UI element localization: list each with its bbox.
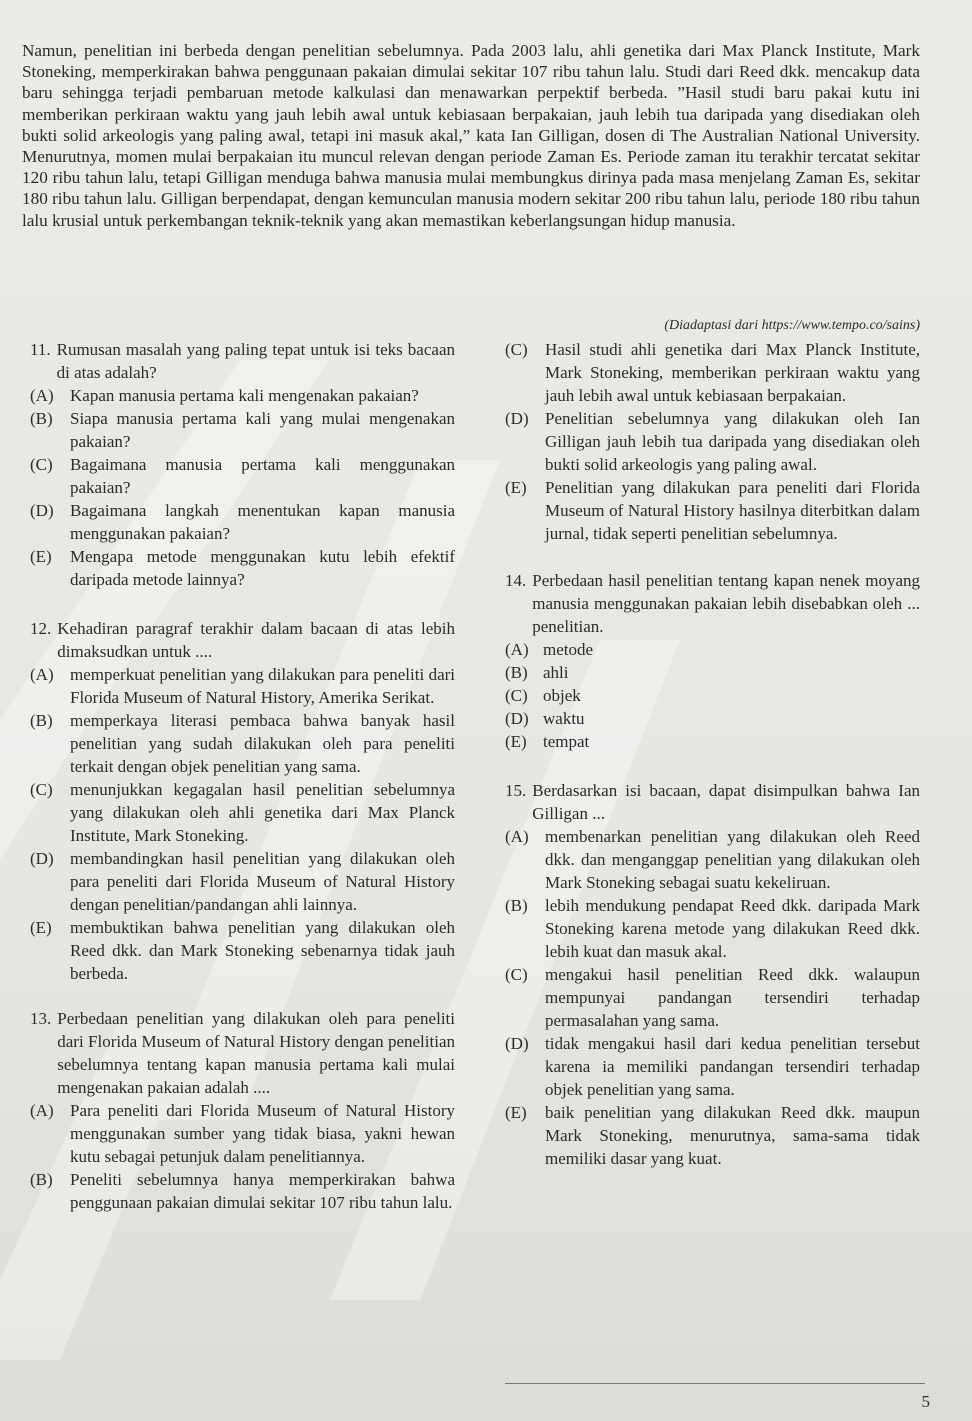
option-b[interactable]: (B) ahli [505,663,569,682]
question-13-continued-options [505,338,920,545]
question-text: Perbedaan hasil penelitian tentang kapan nenek moyang manusia menggunakan pakaian lebih disebabkan oleh ... penelitian. [532,571,920,636]
option-a[interactable]: (A) metode [505,640,594,659]
question-text: Rumusan masalah yang paling tepat untuk isi teks bacaan di atas adalah? [56,340,455,382]
option-d[interactable]: (D) tidak mengakui hasil dari kedua penelitian tersebut karena ia memiliki pandangan tersendiri terhadap objek penelitian yang sama. [505,1034,920,1099]
question-text: Berdasarkan isi bacaan, dapat disimpulkan bahwa Ian Gilligan ... [532,781,920,823]
question-12 [30,617,455,985]
option-a[interactable]: (A) Para peneliti dari Florida Museum of Natural History menggunakan sumber yang tidak biasa, yakni hewan kutu sebagai petunjuk dalam penelitiannya. [30,1101,455,1166]
question-text: Perbedaan penelitian yang dilakukan oleh para peneliti dari Florida Museum of Natural History dengan penelitian sebelumnya tentang kapan manusia pertama kali mulai mengenakan pakaian adalah .... [57,1009,455,1097]
option-b[interactable]: (B) Peneliti sebelumnya hanya memperkirakan bahwa penggunaan pakaian dimulai sekitar 107 ribu tahun lalu. [30,1170,455,1212]
option-a[interactable]: (A) membenarkan penelitian yang dilakukan oleh Reed dkk. dan menganggap penelitian yang dilakukan oleh Mark Stoneking sebagai suatu kekeliruan. [505,827,920,892]
question-text: Kehadiran paragraf terakhir dalam bacaan di atas lebih dimaksudkan untuk .... [57,619,455,661]
option-c[interactable]: (C) Hasil studi ahli genetika dari Max Planck Institute, Mark Stoneking, memberikan perkiraan waktu yang jauh lebih awal untuk kebiasaan berpakaian. [505,340,920,405]
source-citation: (Diadaptasi dari https://www.tempo.co/sains) [664,318,920,333]
question-number: 12. [30,619,52,638]
option-d[interactable]: (D) membandingkan hasil penelitian yang dilakukan oleh para peneliti dari Florida Museum of Natural History dengan penelitian/pandangan ahli lainnya. [30,849,455,914]
option-a[interactable]: (A) Kapan manusia pertama kali mengenakan pakaian? [30,386,419,405]
question-13 [30,1007,455,1214]
question-number: 13. [30,1009,52,1028]
option-a[interactable]: (A) memperkuat penelitian yang dilakukan para peneliti dari Florida Museum of Natural History, Amerika Serikat. [30,665,455,707]
option-c[interactable]: (C) Bagaimana manusia pertama kali menggunakan pakaian? [30,455,455,497]
option-b[interactable]: (B) memperkaya literasi pembaca bahwa banyak hasil penelitian yang sudah dilakukan oleh para peneliti terkait dengan objek penelitian yang sama. [30,711,455,776]
reading-passage [22,40,920,231]
option-e[interactable]: (E) Mengapa metode menggunakan kutu lebih efektif daripada metode lainnya? [30,547,455,589]
intro-paragraph: Namun, penelitian ini berbeda dengan penelitian sebelumnya. Pada 2003 lalu, ahli genetika dari Max Planck Institute, Mark Stoneking, memperkirakan bahwa penggunaan pakaian dimulai sekitar 107 ribu tahun lalu. Studi dari Reed dkk. mencakup data baru sehingga terjadi pembaruan metode kalkulasi dan menawarkan perpektif berbeda. ”Hasil studi baru pakai kutu ini memberikan perkiraan waktu yang jauh lebih awal untuk kebiasaan berpakaian, jauh lebih tua daripada yang disediakan oleh bukti solid arkeologis yang paling awal, tetapi ini masuk akal,” kata Ian Gilligan, dosen di The Australian National University. Menurutnya, momen mulai berpakaian itu muncul relevan dengan periode Zaman Es. Periode zaman itu terakhir tercatat sekitar 120 ribu tahun lalu, tetapi Gilligan menduga bahwa manusia mulai membungkus dirinya pada masa menjelang Zaman Es, sekitar 180 ribu tahun lalu. Gilligan berpendapat, dengan kemunculan manusia modern sekitar 200 ribu tahun lalu, periode 180 ribu tahun lalu krusial untuk perkembangan teknik-teknik yang akan memastikan keberlangsungan hidup manusia. [22,41,920,230]
question-number: 14. [505,571,527,590]
option-e[interactable]: (E) Penelitian yang dilakukan para peneliti dari Florida Museum of Natural History hasilnya diterbitkan dalam jurnal, tidak seperti penelitian sebelumnya. [505,478,920,543]
left-column [30,338,455,1232]
option-e[interactable]: (E) tempat [505,732,590,751]
question-number: 15. [505,781,527,800]
option-c[interactable]: (C) menunjukkan kegagalan hasil penelitian sebelumnya yang dilakukan oleh ahli genetika dari Max Planck Institute, Mark Stoneking. [30,780,455,845]
page-number: 5 [921,1392,930,1411]
question-14 [505,569,920,753]
question-11 [30,338,455,591]
option-c[interactable]: (C) mengakui hasil penelitian Reed dkk. walaupun mempunyai pandangan tersendiri terhadap permasalahan yang sama. [505,965,920,1030]
option-d[interactable]: (D) Bagaimana langkah menentukan kapan manusia menggunakan pakaian? [30,501,455,543]
option-d[interactable]: (D) waktu [505,709,585,728]
option-c[interactable]: (C) objek [505,686,581,705]
option-e[interactable]: (E) membuktikan bahwa penelitian yang dilakukan oleh Reed dkk. dan Mark Stoneking sebenarnya tidak jauh berbeda. [30,918,455,983]
option-d[interactable]: (D) Penelitian sebelumnya yang dilakukan oleh Ian Gilligan jauh lebih tua daripada yang disediakan oleh bukti solid arkeologis yang paling awal. [505,409,920,474]
question-15 [505,779,920,1170]
option-b[interactable]: (B) lebih mendukung pendapat Reed dkk. daripada Mark Stoneking karena metode yang dilakukan Reed dkk. lebih kuat dan masuk akal. [505,896,920,961]
option-e[interactable]: (E) baik penelitian yang dilakukan Reed dkk. maupun Mark Stoneking, menurutnya, sama-sama tidak memiliki dasar yang kuat. [505,1103,920,1168]
question-number: 11. [30,340,51,359]
footer-rule [505,1383,925,1384]
option-b[interactable]: (B) Siapa manusia pertama kali yang mulai mengenakan pakaian? [30,409,455,451]
right-column [505,338,920,1188]
